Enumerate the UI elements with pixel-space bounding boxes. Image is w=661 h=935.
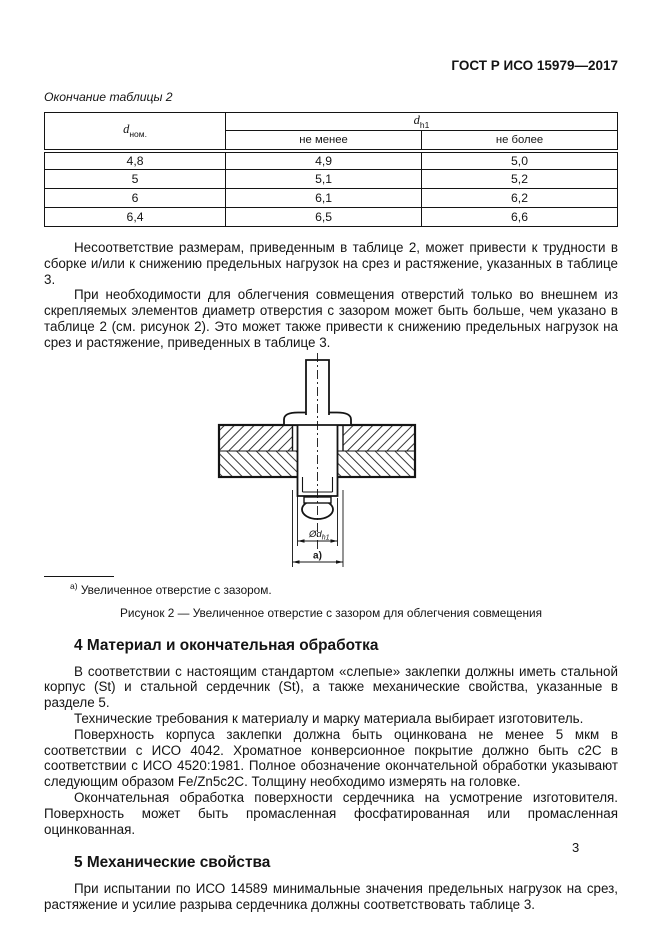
paragraph: Поверхность корпуса заклепки должна быть оцинкована не менее 5 мкм в соответствии с ИСО 4042. Хроматное конверсионное покрытие должно быть с2С в соответствии с ИСО 4520:1981. Полное обозначение окончательной обработки указывают следующим образом Fe/Zn5c2C. Толщину необходимо измерять на головке. — [44, 726, 618, 790]
dnom-subscript: ном. — [129, 129, 147, 140]
table-continuation-note: Окончание таблицы 2 — [44, 90, 173, 104]
figure-caption: Рисунок 2 — Увеличенное отверстие с зазором для облегчения совмещения — [120, 605, 542, 620]
cell-max: 6,2 — [422, 189, 618, 208]
table-header-min: не менее — [226, 131, 422, 151]
paragraph: Технические требования к материалу и марку материала выбирает изготовитель. — [74, 710, 584, 726]
dim-label-dh1: $Ød_{h1}$ — [309, 528, 330, 542]
figure-footnote — [44, 576, 618, 597]
table-2 — [44, 112, 618, 227]
cell-min: 4,9 — [226, 151, 422, 170]
intro-paragraphs — [44, 240, 618, 351]
paragraph: При необходимости для облегчения совмещения отверстий только во внешнем из скрепляемых элементов диаметр отверстия с зазором может быть больше, чем указано в таблице 2 (см. рисунок 2). Это может также привести к снижению предельных нагрузок на срез и растяжение, приведенных в таблице 3. — [44, 287, 618, 350]
page-content — [0, 58, 661, 913]
cell-max: 5,2 — [422, 170, 618, 189]
table-header-dh1 — [226, 113, 618, 131]
footnote-text: Увеличенное отверстие с зазором. — [77, 582, 272, 597]
cell-min: 5,1 — [226, 170, 422, 189]
paragraph: Окончательная обработка поверхности сердечника на усмотрение изготовителя. Поверхность может быть промасленная фосфатированная или промасленная оцинкованная. — [44, 789, 618, 837]
paragraph: В соответствии с настоящим стандартом «слепые» заклепки должны иметь стальной корпус (St) и стальной сердечник (St), а также механические свойства, указанные в разделе 5. — [44, 663, 618, 711]
paragraph: При испытании по ИСО 14589 минимальные значения предельных нагрузок на срез, растяжение и усилие разрыва сердечника должны соответствовать таблице 3. — [44, 881, 618, 913]
cell-dnom: 6,4 — [45, 208, 226, 227]
cell-min: 6,5 — [226, 208, 422, 227]
footnote-marker: а) — [70, 580, 78, 591]
dnom-symbol: d — [123, 122, 130, 137]
cell-min: 6,1 — [226, 189, 422, 208]
cell-dnom: 4,8 — [45, 151, 226, 170]
table-row — [45, 189, 618, 208]
cell-max: 5,0 — [422, 151, 618, 170]
dim-label-a: а) — [313, 550, 322, 562]
dh1-symbol: d — [413, 113, 420, 127]
standard-number-header: ГОСТ Р ИСО 15979—2017 — [451, 58, 618, 73]
cell-dnom: 6 — [45, 189, 226, 208]
section-5-heading: 5 Механические свойства — [74, 854, 271, 872]
section-4-body — [44, 664, 618, 838]
page-number: 3 — [572, 840, 580, 855]
dh1-subscript: h1 — [419, 120, 430, 130]
footnote-rule — [44, 576, 114, 577]
cell-max: 6,6 — [422, 208, 618, 227]
table-row — [45, 208, 618, 227]
paragraph: Несоответствие размерам, приведенным в таблице 2, может привести к трудности в сборке и/или к снижению предельных нагрузок на срез и растяжение, указанных в таблице 3. — [44, 240, 618, 287]
rivet-technical-drawing — [214, 353, 420, 571]
section-5-body — [44, 881, 618, 913]
table-header-dnom — [45, 113, 226, 151]
cell-dnom: 5 — [45, 170, 226, 189]
table-row — [45, 170, 618, 189]
table-row — [45, 151, 618, 170]
section-4-heading: 4 Материал и окончательная обработка — [74, 636, 379, 654]
figure-2 — [214, 353, 420, 576]
table-header-max: не более — [422, 131, 618, 151]
